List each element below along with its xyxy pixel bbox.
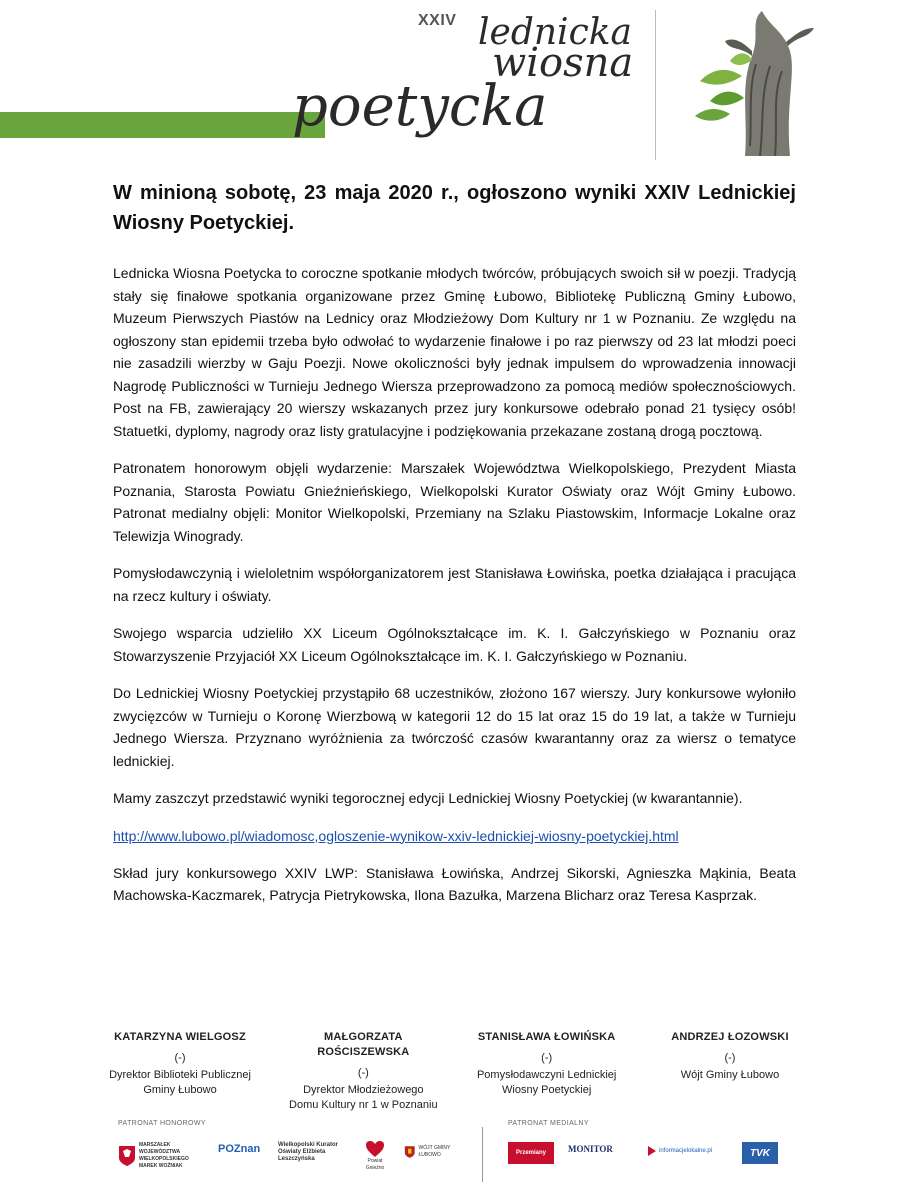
signatory-name: KATARZYNA WIELGOSZ <box>114 1031 246 1043</box>
paragraph-patrons: Patronatem honorowym objęli wydarzenie: Marszałek Województwa Wielkopolskiego, Prezydent Miasta Poznania, Starosta Powiatu Gnieźnieńskiego, Wielkopolski Kurator Oświaty oraz Wójt Gminy Łubowo. Patronat medialny objęli: Monitor Wielkopolski, Przemiany na Szlaku Piastowskim, Informacje Lokalne oraz Telewizja Winogrady. <box>113 460 796 544</box>
signature-block <box>462 1030 632 1113</box>
gniezno-logo <box>358 1140 392 1172</box>
page-header <box>0 0 900 160</box>
logo-word-poetycka: poetycka <box>292 74 548 139</box>
signature-mark: (-) <box>541 1052 553 1064</box>
paragraph-intro: Lednicka Wiosna Poetycka to coroczne spotkanie młodych twórców, próbujących swoich sił w poezji. Tradycją stały się finałowe spotkania organizowane przez Gminę Łubowo, Bibliotekę Publiczną Gminy Łubowo, Muzeum Pierwszych Piastów na Lednicy oraz Młodzieżowy Dom Kultury nr 1 w Poznaniu. Ze względu na ogłoszony stan epidemii trzeba było odwołać to wydarzenie finałowe i po raz pierwszy od 23 lat młodzi poeci nie zasadzili wierzby w Gaju Poezji. Nowe okoliczności były jednak impulsem do wprowadzenia innowacji Nagrodę Publiczności w Turnieju Jednego Wiersza przeprowadzono za pomocą mediów społecznościowych. Post na FB, zawierający 20 wierszy wskazanych przez jury konkursowe odebrało ponad 21 tysięcy osób! Statuetki, dyplomy, nagrody oraz listy gratulacyjne i podziękowania przekazane zostaną drogą pocztową. <box>113 265 796 439</box>
monitor-logo-icon: MONITOR <box>568 1144 613 1154</box>
kurator-logo <box>278 1142 348 1163</box>
patrons-footer <box>110 1112 790 1192</box>
przemiany-logo-icon: Przemiany <box>515 1149 546 1156</box>
signature-block <box>278 1030 448 1113</box>
gmina-logo-text: WÓJT GMINY ŁUBOWO <box>418 1145 451 1158</box>
signatory-role: Pomysłodawczyni Lednickiej <box>476 1069 617 1081</box>
marshal-logo <box>118 1142 198 1170</box>
paragraph-announcement: Mamy zaszczyt przedstawić wyniki tegorocznej edycji Lednickiej Wiosny Poetyckiej (w kwarantannie). <box>113 790 743 806</box>
poznan-logo-icon: POZnan <box>218 1143 261 1155</box>
signature-mark: (-) <box>724 1052 736 1064</box>
marshal-logo-text: MARSZAŁEK WOJEWÓDZTWA WIELKOPOLSKIEGO MAREK WOŹNIAK <box>139 1142 189 1169</box>
signatory-role: Wójt Gminy Łubowo <box>680 1069 780 1081</box>
signatory-role: Dyrektor Młodzieżowego <box>303 1084 424 1096</box>
signature-block <box>95 1030 265 1113</box>
monitor-logo <box>568 1146 626 1153</box>
signatory-role: Wiosny Poetyckiej <box>502 1084 592 1096</box>
paragraph-founder: Pomysłodawczynią i wieloletnim współorganizatorem jest Stanisława Łowińska, poetka działająca i pracująca na rzecz kultury i oświaty. <box>113 565 796 604</box>
gniezno-logo-text: Powiat Gnieźno <box>365 1158 385 1171</box>
informacje-lokalne-logo <box>648 1146 720 1156</box>
tvk-logo <box>742 1142 778 1164</box>
signatures-row <box>95 1030 815 1113</box>
header-divider <box>655 10 656 160</box>
article-body <box>113 178 796 922</box>
willow-tree-icon <box>690 6 820 156</box>
paragraph-results: Do Lednickiej Wiosny Poetyckiej przystąpiło 68 uczestników, złożono 167 wierszy. Jury konkursowe wyłoniło zwycięzców w Turnieju o Koronę Wierzbową w kategorii 12 do 15 lat oraz 15 do 19 lat, a także w Turnieju Jednego Wiersza. Przyznano wyróżnienia za twórczość czasów kwarantanny oraz za wiersz o tematyce lednickiej. <box>113 685 796 769</box>
signatory-role: Gminy Łubowo <box>143 1084 217 1096</box>
paragraph-jury: Skład jury konkursowego XXIV LWP: Stanisława Łowińska, Andrzej Sikorski, Agnieszka Mąkinia, Beata Machowska-Kaczmarek, Patrycja Pietrykowska, Ilona Bazułka, Marzena Blicharz oraz Teresa Kasprzak. <box>113 864 796 903</box>
signatory-name: ANDRZEJ ŁOZOWSKI <box>671 1031 789 1043</box>
tvk-logo-icon: TVK <box>750 1147 770 1159</box>
signature-mark: (-) <box>174 1052 186 1064</box>
kurator-logo-icon: Wielkopolski Kurator Oświaty Elżbieta Leszczyńska <box>278 1142 338 1162</box>
results-link[interactable]: http://www.lubowo.pl/wiadomosc,ogloszenie-wynikow-xxiv-lednickiej-wiosny-poetyckiej.html <box>113 827 679 844</box>
informacje-lokalne-text: informacjelokalne.pl <box>659 1147 713 1154</box>
signatory-role: Dyrektor Biblioteki Publicznej <box>109 1069 251 1081</box>
media-patronage-label: PATRONAT MEDIALNY <box>508 1120 589 1127</box>
signatory-name: STANISŁAWA ŁOWIŃSKA <box>477 1031 616 1043</box>
footer-divider <box>482 1127 483 1182</box>
paragraph-support: Swojego wsparcia udzieliło XX Liceum Ogólnokształcące im. K. I. Gałczyńskiego w Poznaniu oraz Stowarzyszenie Przyjaciół XX Liceum Ogólnokształcące im. K. I. Gałczyńskiego w Poznaniu. <box>113 625 796 664</box>
info-lokalne-logo-icon <box>648 1146 656 1156</box>
edition-number: XXIV <box>418 12 457 29</box>
signature-mark: (-) <box>357 1067 369 1079</box>
poznan-logo <box>218 1143 266 1155</box>
gmina-logo <box>404 1144 464 1160</box>
heart-crest-icon <box>365 1140 385 1158</box>
eagle-crest-icon <box>118 1145 136 1167</box>
honorary-patronage-label: PATRONAT HONOROWY <box>118 1120 206 1127</box>
gmina-crest-icon <box>404 1144 416 1160</box>
logo-word-lednicka: lednicka <box>478 12 633 53</box>
logo-word-wiosna: wiosna <box>492 40 634 86</box>
signature-block <box>645 1030 815 1113</box>
accent-bar <box>0 112 325 138</box>
signatory-name: MAŁGORZATA ROŚCISZEWSKA <box>317 1031 410 1058</box>
signatory-role: Domu Kultury nr 1 w Poznaniu <box>289 1099 438 1111</box>
article-headline: W minioną sobotę, 23 maja 2020 r., ogłoszono wyniki XXIV Lednickiej Wiosny Poetyckiej. <box>113 182 796 234</box>
przemiany-logo <box>508 1142 554 1164</box>
